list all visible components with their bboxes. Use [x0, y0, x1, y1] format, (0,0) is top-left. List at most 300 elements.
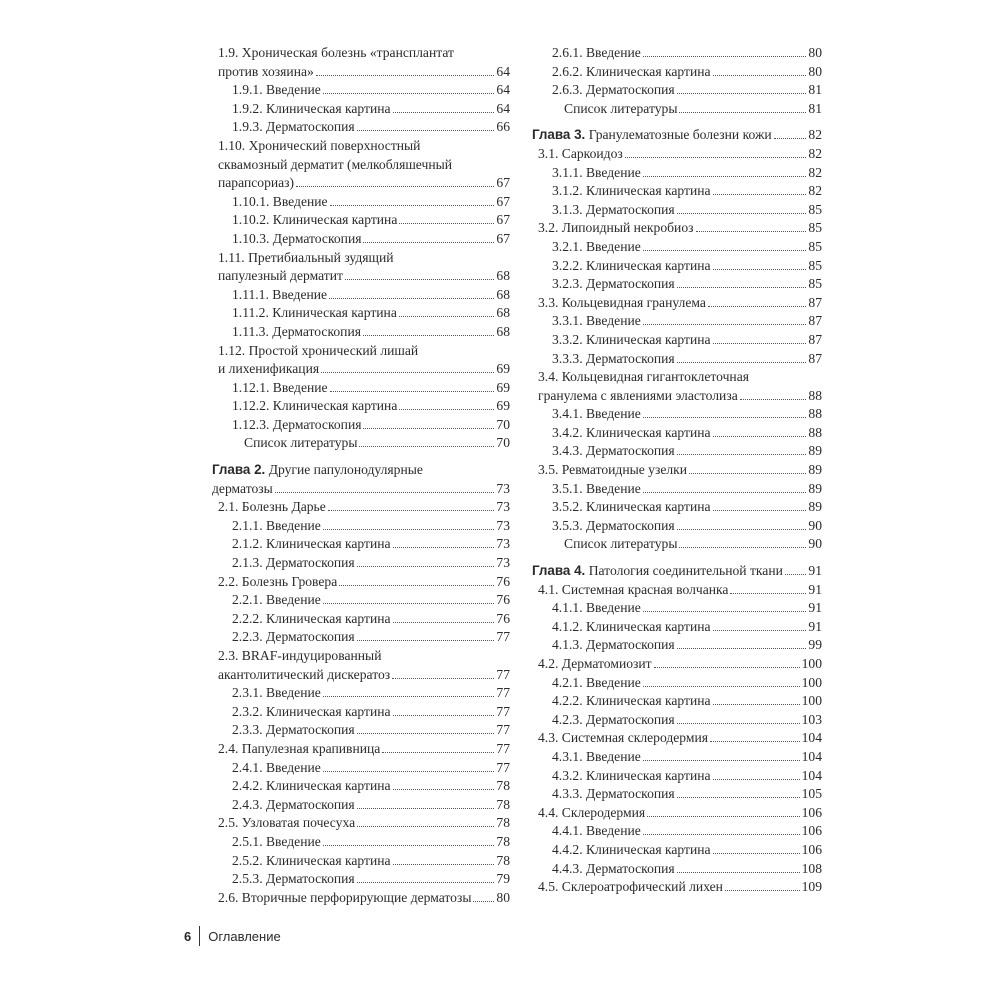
page-ref: 70: [496, 416, 510, 432]
page-ref: 106: [801, 841, 822, 857]
page-ref: 76: [496, 610, 510, 626]
page-ref: 85: [808, 276, 822, 292]
toc-entry: [532, 275, 822, 294]
dot-leader: [713, 194, 807, 195]
page-ref: 77: [496, 666, 510, 682]
page-ref: 81: [808, 100, 822, 116]
toc-entry-text: 1.10.3. Дерматоскопия: [232, 230, 362, 246]
toc-entry-text: 2.5. Узловатая почесуха: [218, 815, 356, 831]
dot-leader: [323, 845, 495, 846]
page-ref: 66: [496, 119, 510, 135]
toc-entry-text: 4.4.3. Дерматоскопия: [552, 860, 675, 876]
page-ref: 103: [801, 711, 822, 727]
page-ref: 87: [808, 350, 822, 366]
toc-entry-text: 4.1.1. Введение: [552, 600, 641, 616]
toc-entry-text: 2.1.1. Введение: [232, 517, 321, 533]
dot-leader: [713, 75, 807, 76]
toc-entry: [532, 674, 822, 693]
dot-leader: [339, 585, 494, 586]
toc-entry-text: 2.6.1. Введение: [552, 45, 641, 60]
dot-leader: [713, 269, 807, 270]
page-ref: 69: [496, 361, 510, 377]
dot-leader: [677, 362, 807, 363]
dot-leader: [643, 250, 807, 251]
dot-leader: [330, 391, 495, 392]
dot-leader: [710, 741, 800, 742]
toc-entry-text: 3.1.1. Введение: [552, 164, 641, 180]
toc-entry: [212, 573, 510, 592]
dot-leader: [708, 306, 807, 307]
toc-entry-text: 1.11.3. Дерматоскопия: [232, 323, 361, 339]
toc-entry: [212, 870, 510, 889]
dot-leader: [677, 648, 807, 649]
page-ref: 100: [801, 656, 822, 671]
toc-entry-text: 3.5. Ревматоидные узелки: [538, 462, 688, 478]
chapter-label: Глава 4.: [532, 563, 586, 579]
toc-entry-text: 3.3.3. Дерматоскопия: [552, 350, 675, 366]
page-ref: 73: [496, 517, 510, 533]
page-ref: 78: [496, 852, 510, 868]
page-ref: 77: [496, 685, 510, 701]
toc-entry-text: 3.2.2. Клиническая картина: [552, 257, 711, 273]
toc-entry: [532, 63, 822, 82]
toc-entry: [532, 312, 822, 331]
toc-entry-text: дерматозы: [212, 480, 273, 496]
toc-entry-text: 3.4. Кольцевидная гигантоклеточная: [538, 369, 749, 385]
toc-entry-text: 1.12.3. Дерматоскопия: [232, 416, 362, 432]
toc-entry-text: 4.2.2. Клиническая картина: [552, 693, 711, 709]
toc-entry: [532, 636, 822, 655]
dot-leader: [689, 473, 806, 474]
toc-entry: [212, 118, 510, 137]
toc-entry: [532, 841, 822, 860]
dot-leader: [329, 298, 494, 299]
toc-entry-text: 4.1. Системная красная волчанка: [538, 581, 729, 597]
page-ref: 73: [496, 499, 510, 515]
toc-entry: [212, 44, 510, 81]
dot-leader: [363, 242, 494, 243]
toc-entry-text: 4.3.1. Введение: [552, 748, 641, 764]
toc-entry-text: 3.2. Липоидный некробиоз: [538, 220, 694, 236]
dot-leader: [730, 593, 806, 594]
toc-entry-text: 3.4.3. Дерматоскопия: [552, 443, 675, 459]
toc-entry: [212, 814, 510, 833]
dot-leader: [382, 752, 494, 753]
toc-entry: [532, 748, 822, 767]
toc-entry: [532, 711, 822, 730]
dot-leader: [713, 343, 807, 344]
dot-leader: [393, 112, 495, 113]
page-ref: 78: [496, 796, 510, 812]
dot-leader: [647, 816, 799, 817]
page-ref: 88: [808, 406, 822, 422]
toc-entry: [212, 498, 510, 517]
chapter-label: Глава 2.: [212, 462, 266, 478]
page-ref: 85: [808, 201, 822, 217]
page-ref: 82: [808, 183, 822, 199]
dot-leader: [330, 205, 495, 206]
toc-entry-text: 3.4.1. Введение: [552, 406, 641, 422]
page-ref: 106: [801, 823, 822, 839]
toc-entry-text: 3.1. Саркоидоз: [538, 145, 623, 161]
dot-leader: [677, 287, 807, 288]
page-ref: 104: [801, 748, 822, 764]
page-ref: 78: [496, 778, 510, 794]
toc-entry: [532, 581, 822, 600]
dot-leader: [357, 808, 495, 809]
dot-leader: [713, 779, 800, 780]
toc-entry: [212, 852, 510, 871]
page-ref: 73: [496, 480, 510, 496]
toc-entry-text: 4.2.1. Введение: [552, 674, 641, 690]
dot-leader: [357, 640, 495, 641]
dot-leader: [785, 574, 807, 575]
toc-entry-text: 2.2. Болезнь Гровера: [218, 573, 338, 589]
toc-left-column: [212, 44, 510, 907]
page-ref: 108: [801, 860, 822, 876]
toc-entry-text: 3.3.2. Клиническая картина: [552, 331, 711, 347]
page-number: 6: [184, 928, 192, 944]
toc-entry: [532, 405, 822, 424]
toc-entry-text: 2.3. BRAF-индуцированный: [218, 648, 382, 663]
toc-entry-text: Список литературы: [564, 100, 678, 116]
toc-entry: [212, 249, 510, 286]
toc-entry: [212, 647, 510, 684]
page-ref: 85: [808, 220, 822, 236]
toc-entry-text: папулезный дерматит: [218, 268, 343, 284]
toc-entry: [212, 434, 510, 453]
page-ref: 85: [808, 238, 822, 254]
toc-entry-text: 2.6. Вторичные перфорирующие дерматозы: [218, 889, 472, 905]
page-ref: 104: [801, 730, 822, 746]
page-ref: 87: [808, 294, 822, 310]
dot-leader: [323, 696, 495, 697]
page-ref: 90: [808, 517, 822, 533]
running-header: Оглавление: [208, 928, 281, 944]
toc-entry-text: 2.3.1. Введение: [232, 685, 321, 701]
dot-leader: [296, 186, 494, 187]
dot-leader: [654, 667, 800, 668]
toc-entry: [212, 721, 510, 740]
toc-entry: [532, 145, 822, 164]
toc-entry: [532, 182, 822, 201]
toc-chapter-entry: [532, 126, 822, 145]
toc-entry-text: сквамозный дерматит (мелкобляшечный: [218, 156, 452, 172]
toc-entry: [212, 342, 510, 379]
page-ref: 68: [496, 286, 510, 302]
dot-leader: [359, 446, 494, 447]
toc-entry-text: 4.5. Склероатрофический лихен: [538, 879, 723, 895]
toc-entry: [532, 860, 822, 879]
dot-leader: [643, 611, 807, 612]
toc-entry-text: 1.12.2. Клиническая картина: [232, 398, 398, 414]
toc-entry-text: 1.9.2. Клиническая картина: [232, 100, 391, 116]
dot-leader: [357, 733, 495, 734]
toc-entry: [212, 211, 510, 230]
page-ref: 67: [496, 230, 510, 246]
page-ref: 78: [496, 815, 510, 831]
toc-entry-text: 2.3.3. Дерматоскопия: [232, 722, 355, 738]
page-ref: 80: [808, 63, 822, 79]
toc-entry: [532, 535, 822, 554]
page-ref: 67: [496, 175, 510, 191]
dot-leader: [696, 231, 807, 232]
toc-entry: [532, 517, 822, 536]
toc-entry-text: 2.1.2. Клиническая картина: [232, 536, 391, 552]
page-ref: 91: [808, 600, 822, 616]
toc-chapter-entry: [532, 562, 822, 581]
toc-entry: [212, 610, 510, 629]
toc-entry-text: 4.4.2. Клиническая картина: [552, 841, 711, 857]
toc-entry: [212, 379, 510, 398]
dot-leader: [393, 547, 495, 548]
toc-entry: [532, 442, 822, 461]
dot-leader: [643, 834, 800, 835]
page-ref: 76: [496, 573, 510, 589]
toc-entry-text: 4.4. Склеродермия: [538, 804, 646, 820]
toc-entry-text: парапсориаз): [218, 175, 295, 191]
dot-leader: [713, 630, 807, 631]
dot-leader: [677, 723, 800, 724]
toc-entry: [212, 703, 510, 722]
page-ref: 100: [801, 693, 822, 709]
dot-leader: [643, 417, 807, 418]
dot-leader: [275, 492, 495, 493]
toc-entry-text: 2.1. Болезнь Дарье: [218, 499, 326, 515]
toc-entry-text: 2.1.3. Дерматоскопия: [232, 555, 355, 571]
dot-leader: [643, 56, 807, 57]
dot-leader: [679, 547, 806, 548]
toc-entry: [212, 684, 510, 703]
toc-entry-text: 1.12.1. Введение: [232, 379, 328, 395]
toc-entry: [532, 331, 822, 350]
toc-entry: [212, 591, 510, 610]
dot-leader: [679, 112, 806, 113]
dot-leader: [677, 797, 800, 798]
toc-entry-text: Патология соединительной ткани: [588, 563, 783, 579]
dot-leader: [473, 901, 494, 902]
toc-right-column: [532, 44, 822, 897]
dot-leader: [677, 93, 807, 94]
page-ref: 109: [801, 879, 822, 895]
page-ref: 68: [496, 305, 510, 321]
toc-entry-text: 2.4.2. Клиническая картина: [232, 778, 391, 794]
toc-entry-text: 1.9. Хроническая болезнь «трансплантат: [218, 45, 454, 60]
dot-leader: [740, 399, 807, 400]
toc-entry-text: 1.12. Простой хронический лишай: [218, 342, 419, 358]
page-ref: 88: [808, 387, 822, 403]
toc-entry: [532, 599, 822, 618]
page-ref: 77: [496, 740, 510, 756]
toc-entry: [532, 804, 822, 823]
toc-entry-text: 1.10. Хронический поверхностный: [218, 137, 421, 153]
dot-leader: [321, 372, 494, 373]
toc-entry-text: Другие папулонодулярные: [268, 462, 423, 478]
page-ref: 76: [496, 592, 510, 608]
dot-leader: [713, 510, 807, 511]
toc-entry: [532, 692, 822, 711]
page-footer: [184, 926, 281, 946]
toc-entry: [212, 304, 510, 323]
chapter-label: Глава 3.: [532, 127, 586, 143]
toc-entry-text: 4.3.2. Клиническая картина: [552, 767, 711, 783]
toc-entry: [532, 164, 822, 183]
dot-leader: [625, 157, 807, 158]
toc-entry: [532, 655, 822, 674]
toc-entry: [212, 230, 510, 249]
toc-entry-text: гранулема с явлениями эластолиза: [538, 387, 738, 403]
page-ref: 80: [808, 45, 822, 60]
toc-entry-text: против хозяина»: [218, 63, 314, 79]
toc-entry: [212, 100, 510, 119]
page-ref: 89: [808, 480, 822, 496]
page-ref: 78: [496, 833, 510, 849]
dot-leader: [323, 93, 495, 94]
page-ref: 89: [808, 462, 822, 478]
toc-entry: [532, 767, 822, 786]
toc-entry-text: 2.2.2. Клиническая картина: [232, 610, 391, 626]
toc-entry-text: акантолитический дискератоз: [218, 666, 391, 682]
dot-leader: [316, 75, 495, 76]
toc-entry-text: и лихенификация: [218, 361, 320, 377]
toc-entry: [212, 535, 510, 554]
toc-entry-text: 1.11.2. Клиническая картина: [232, 305, 397, 321]
toc-entry-text: 3.5.3. Дерматоскопия: [552, 517, 675, 533]
dot-leader: [677, 529, 807, 530]
toc-entry: [212, 759, 510, 778]
dot-leader: [393, 715, 495, 716]
dot-leader: [643, 760, 800, 761]
toc-entry: [532, 785, 822, 804]
toc-entry: [212, 193, 510, 212]
toc-entry-text: 1.9.3. Дерматоскопия: [232, 119, 355, 135]
toc-entry-text: 3.2.3. Дерматоскопия: [552, 276, 675, 292]
dot-leader: [713, 436, 807, 437]
dot-leader: [363, 335, 494, 336]
toc-entry-text: 3.3.1. Введение: [552, 313, 641, 329]
dot-leader: [393, 622, 495, 623]
page-ref: 68: [496, 323, 510, 339]
page-ref: 105: [801, 786, 822, 802]
toc-entry: [532, 498, 822, 517]
toc-entry-text: 4.1.2. Клиническая картина: [552, 618, 711, 634]
toc-entry-text: 2.5.2. Клиническая картина: [232, 852, 391, 868]
toc-entry: [532, 81, 822, 100]
toc-entry-text: 4.4.1. Введение: [552, 823, 641, 839]
toc-entry-text: 4.3.3. Дерматоскопия: [552, 786, 675, 802]
toc-entry: [532, 201, 822, 220]
toc-entry: [532, 294, 822, 313]
toc-entry: [212, 796, 510, 815]
page-ref: 73: [496, 536, 510, 552]
dot-leader: [393, 864, 495, 865]
page-ref: 69: [496, 379, 510, 395]
page-ref: 87: [808, 313, 822, 329]
toc-entry-text: Гранулематозные болезни кожи: [588, 127, 772, 143]
toc-entry-text: Список литературы: [244, 435, 358, 451]
dot-leader: [399, 316, 495, 317]
toc-entry-text: 1.10.2. Клиническая картина: [232, 212, 398, 228]
page-ref: 91: [808, 581, 822, 597]
page-ref: 80: [496, 889, 510, 905]
toc-entry: [212, 286, 510, 305]
dot-leader: [357, 130, 495, 131]
toc-entry-text: 3.5.2. Клиническая картина: [552, 499, 711, 515]
toc-entry-text: 3.5.1. Введение: [552, 480, 641, 496]
page-ref: 77: [496, 629, 510, 645]
page-ref: 64: [496, 100, 510, 116]
toc-entry: [532, 350, 822, 369]
page-ref: 69: [496, 398, 510, 414]
toc-entry-text: 2.4.1. Введение: [232, 759, 321, 775]
dot-leader: [323, 529, 495, 530]
toc-entry: [212, 416, 510, 435]
page-ref: 67: [496, 193, 510, 209]
dot-leader: [399, 223, 494, 224]
toc-entry-text: 4.2. Дерматомиозит: [538, 656, 652, 671]
toc-entry-text: 2.3.2. Клиническая картина: [232, 703, 391, 719]
page-ref: 68: [496, 268, 510, 284]
toc-entry: [212, 517, 510, 536]
page-ref: 77: [496, 759, 510, 775]
toc-entry: [212, 777, 510, 796]
page-ref: 64: [496, 82, 510, 98]
toc-entry-text: 4.3. Системная склеродермия: [538, 730, 709, 746]
dot-leader: [677, 872, 800, 873]
page-ref: 87: [808, 331, 822, 347]
dot-leader: [363, 428, 494, 429]
page-ref: 91: [808, 563, 822, 579]
page-ref: 82: [808, 164, 822, 180]
toc-chapter-entry: [212, 461, 510, 498]
toc-entry-text: 1.9.1. Введение: [232, 82, 321, 98]
toc-entry-text: 2.6.3. Дерматоскопия: [552, 82, 675, 98]
page-ref: 90: [808, 536, 822, 552]
toc-entry: [212, 889, 510, 908]
toc-entry: [532, 424, 822, 443]
toc-entry: [532, 219, 822, 238]
toc-entry: [532, 822, 822, 841]
dot-leader: [677, 213, 807, 214]
toc-entry: [532, 368, 822, 405]
toc-entry-text: 1.11.1. Введение: [232, 286, 328, 302]
toc-entry: [212, 137, 510, 193]
toc-entry-text: 2.4.3. Дерматоскопия: [232, 796, 355, 812]
dot-leader: [643, 176, 807, 177]
page-ref: 82: [808, 145, 822, 161]
toc-entry: [212, 81, 510, 100]
page-ref: 88: [808, 424, 822, 440]
dot-leader: [357, 826, 494, 827]
page-ref: 85: [808, 257, 822, 273]
dot-leader: [677, 454, 807, 455]
page-ref: 77: [496, 722, 510, 738]
page-ref: 106: [801, 804, 822, 820]
toc-entry: [532, 238, 822, 257]
toc-entry-text: 4.1.3. Дерматоскопия: [552, 637, 675, 653]
toc-entry: [212, 554, 510, 573]
toc-entry-text: 2.2.3. Дерматоскопия: [232, 629, 355, 645]
toc-entry: [532, 461, 822, 480]
page-ref: 77: [496, 703, 510, 719]
dot-leader: [392, 678, 494, 679]
dot-leader: [774, 138, 807, 139]
page-ref: 100: [801, 674, 822, 690]
page-ref: 104: [801, 767, 822, 783]
page-ref: 79: [496, 871, 510, 887]
toc-entry: [532, 44, 822, 63]
toc-entry: [532, 480, 822, 499]
